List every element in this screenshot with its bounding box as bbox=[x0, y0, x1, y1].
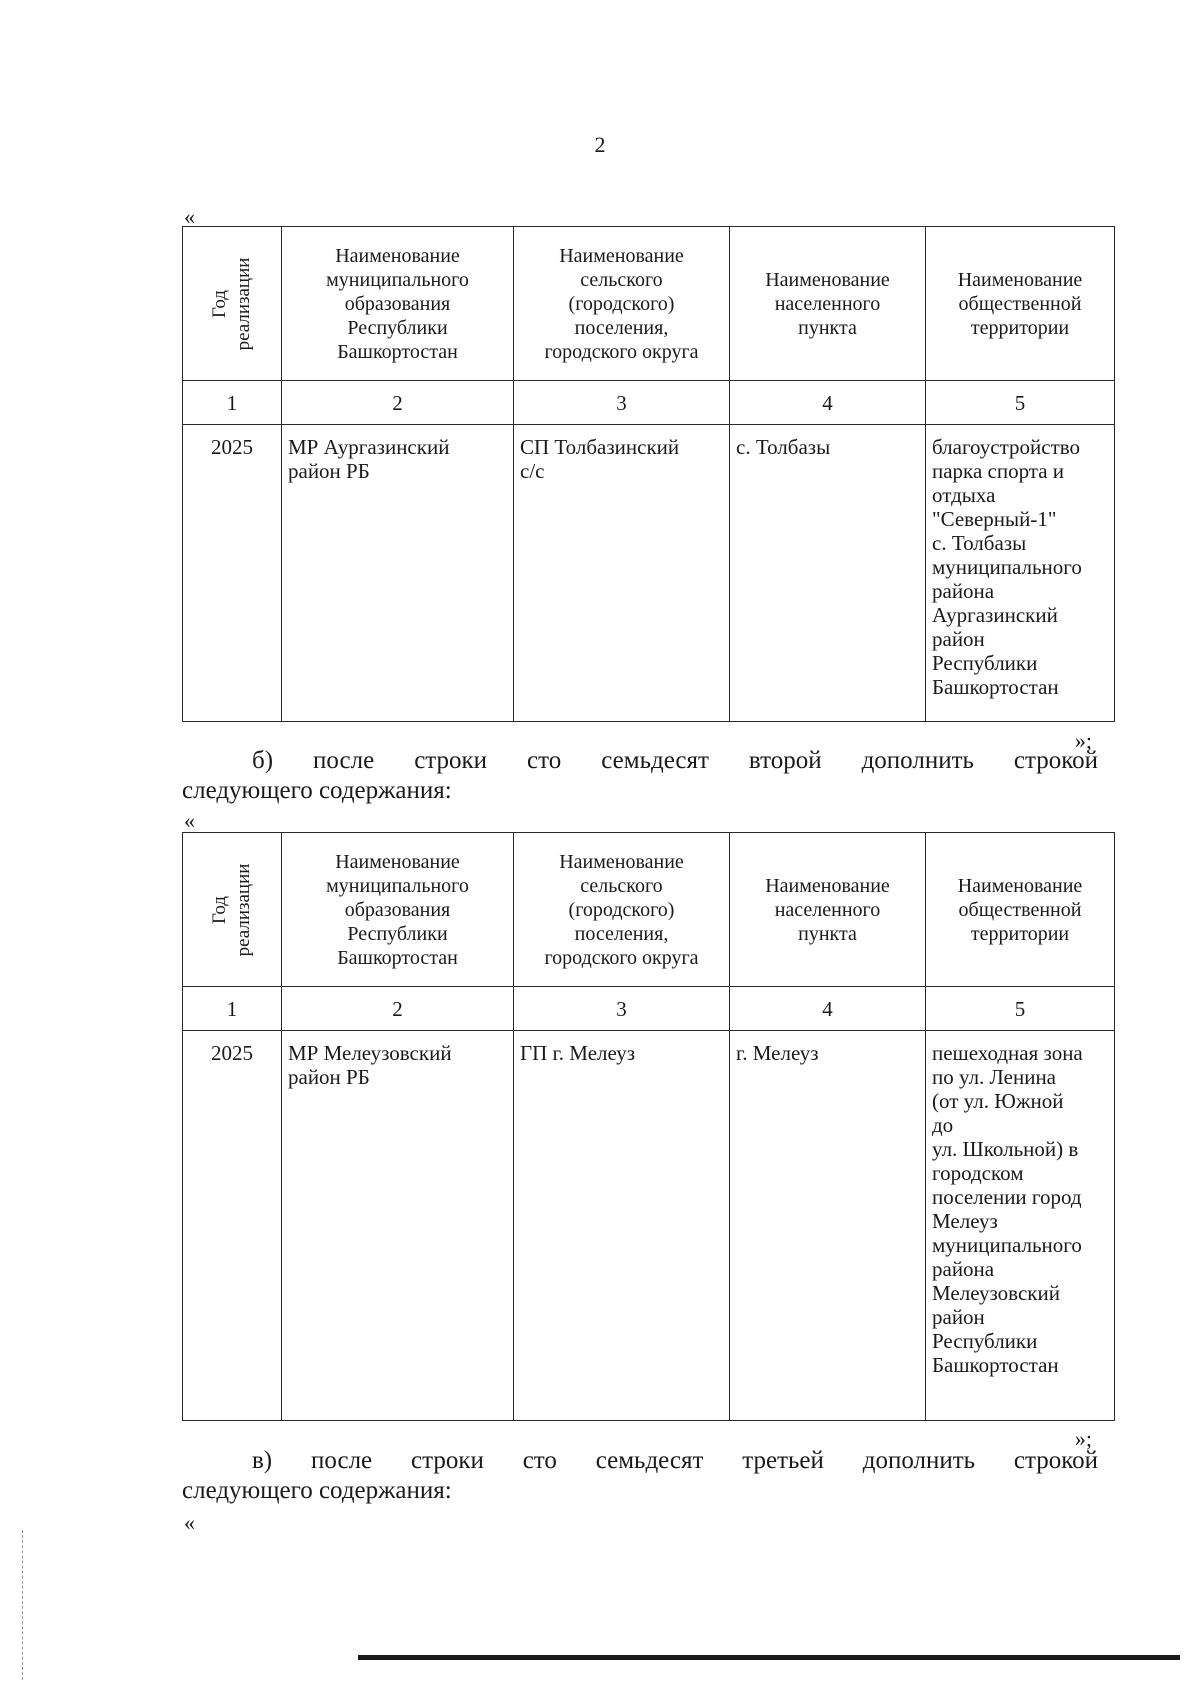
open-quote-1: « bbox=[184, 204, 195, 229]
header-locality: Наименование населенного пункта bbox=[730, 833, 926, 987]
header-settlement: Наименование сельского (городского) поселения, городского округа bbox=[514, 833, 730, 987]
paragraph-b-line-2: следующего содержания: bbox=[182, 777, 452, 804]
header-year bbox=[183, 833, 282, 987]
table-2 bbox=[182, 832, 1115, 1421]
column-number-5: 5 bbox=[926, 381, 1115, 425]
header-municipality: Наименование муниципального образования Республики Башкортостан bbox=[282, 227, 514, 381]
header-year-label: Год реализации bbox=[209, 863, 254, 956]
table-1-data-row bbox=[183, 425, 1115, 722]
header-territory: Наименование общественной территории bbox=[926, 833, 1115, 987]
cell-municipality: МР Аургазинский район РБ bbox=[282, 425, 514, 722]
cell-settlement: ГП г. Мелеуз bbox=[514, 1031, 730, 1421]
column-number-4: 4 bbox=[730, 381, 926, 425]
column-number-1: 1 bbox=[183, 987, 282, 1031]
column-number-4: 4 bbox=[730, 987, 926, 1031]
paragraph-b bbox=[182, 746, 1098, 806]
header-municipality: Наименование муниципального образования Республики Башкортостан bbox=[282, 833, 514, 987]
table-1-header-row bbox=[183, 227, 1115, 381]
open-quote-2: « bbox=[184, 808, 195, 833]
paragraph-c bbox=[182, 1446, 1098, 1506]
header-locality: Наименование населенного пункта bbox=[730, 227, 926, 381]
cell-territory: пешеходная зона по ул. Ленина (от ул. Южной до ул. Школьной) в городском поселении город Мелеуз муниципального района Мелеузовский район Республики Башкортостан bbox=[926, 1031, 1115, 1421]
cell-settlement: СП Толбазинский с/с bbox=[514, 425, 730, 722]
header-settlement: Наименование сельского (городского) поселения, городского округа bbox=[514, 227, 730, 381]
cell-territory: благоустройство парка спорта и отдыха "Северный-1" с. Толбазы муниципального района Аургазинский район Республики Башкортостан bbox=[926, 425, 1115, 722]
table-1 bbox=[182, 226, 1115, 722]
header-year-label: Год реализации bbox=[209, 257, 254, 350]
table-2-number-row bbox=[183, 987, 1115, 1031]
header-year bbox=[183, 227, 282, 381]
table-1-number-row bbox=[183, 381, 1115, 425]
column-number-2: 2 bbox=[282, 987, 514, 1031]
paragraph-b-line-1: б) после строки сто семьдесят второй дополнить строкой bbox=[252, 747, 1098, 774]
scan-margin-mark bbox=[22, 1530, 24, 1680]
column-number-3: 3 bbox=[514, 381, 730, 425]
cell-locality: с. Толбазы bbox=[730, 425, 926, 722]
paragraph-c-line-1: в) после строки сто семьдесят третьей дополнить строкой bbox=[252, 1447, 1098, 1474]
open-quote-3: « bbox=[184, 1510, 195, 1535]
header-territory: Наименование общественной территории bbox=[926, 227, 1115, 381]
paragraph-c-line-2: следующего содержания: bbox=[182, 1477, 452, 1504]
column-number-3: 3 bbox=[514, 987, 730, 1031]
column-number-1: 1 bbox=[183, 381, 282, 425]
column-number-2: 2 bbox=[282, 381, 514, 425]
close-quote-2: »; bbox=[1074, 1426, 1092, 1451]
cell-municipality: МР Мелеузовский район РБ bbox=[282, 1031, 514, 1421]
close-quote-1: »; bbox=[1074, 728, 1092, 753]
table-2-data-row bbox=[183, 1031, 1115, 1421]
cell-year: 2025 bbox=[183, 425, 282, 722]
page-number: 2 bbox=[594, 132, 606, 157]
scan-edge-line bbox=[358, 1655, 1180, 1660]
cell-locality: г. Мелеуз bbox=[730, 1031, 926, 1421]
table-2-header-row bbox=[183, 833, 1115, 987]
cell-year: 2025 bbox=[183, 1031, 282, 1421]
column-number-5: 5 bbox=[926, 987, 1115, 1031]
